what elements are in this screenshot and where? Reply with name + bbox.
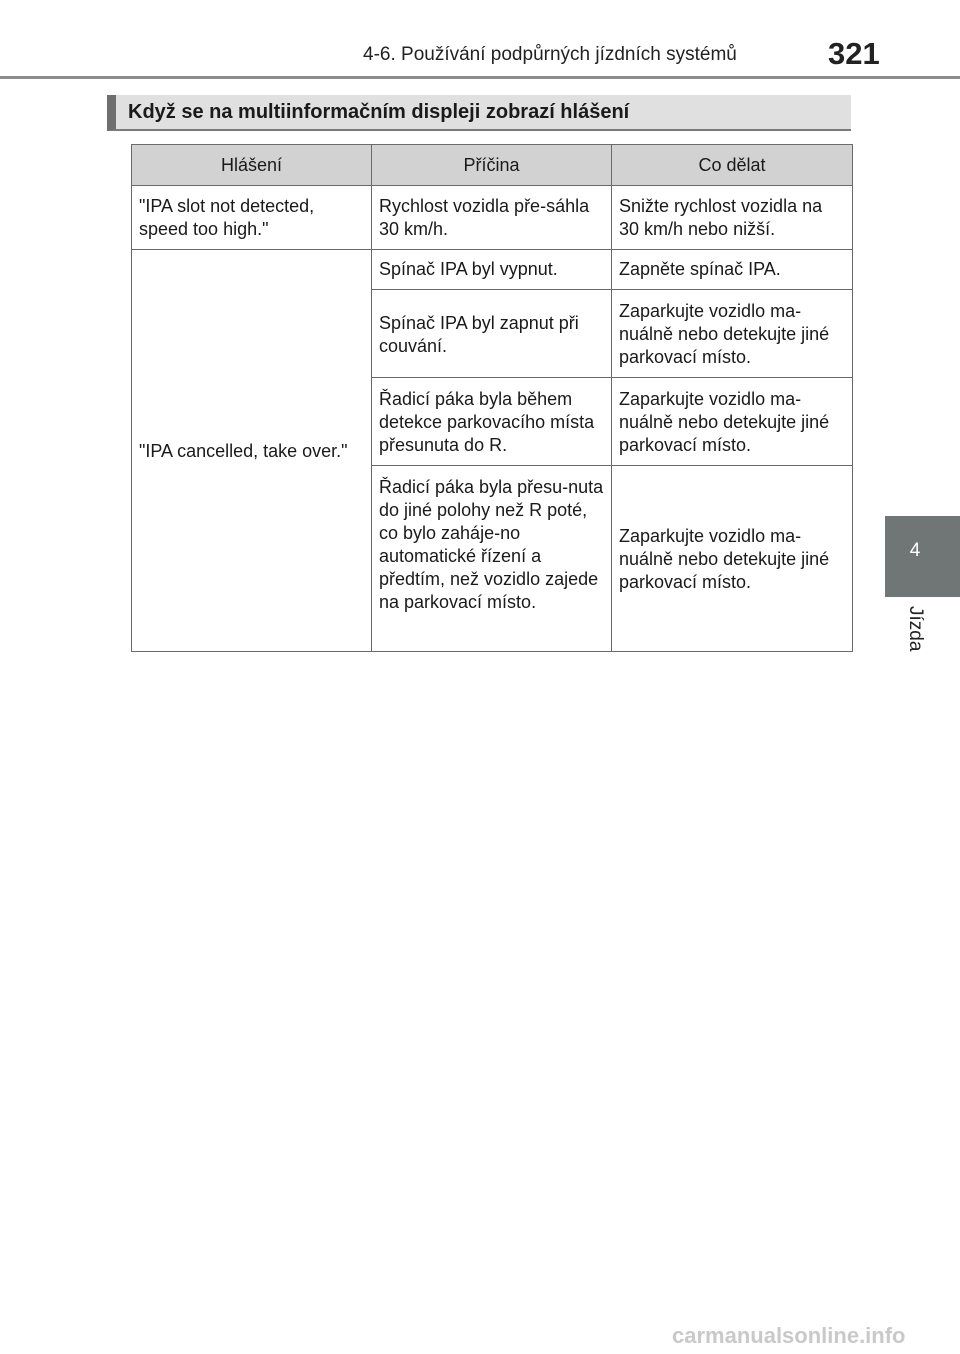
cause-cell (372, 250, 612, 290)
column-header-message: Hlášení (132, 145, 372, 186)
header-divider (0, 76, 960, 79)
action-cell (612, 466, 853, 652)
section-heading (107, 95, 851, 131)
table-header-row (132, 145, 853, 186)
cause-text: Řadicí páka byla přesu-nuta do jiné polohy než R poté, co bylo zaháje-no automatické řízení a předtím, než vozidlo zajede na parkovací místo. (379, 477, 604, 612)
section-heading-text: Když se na multiinformačním displeji zobrazí hlášení (128, 101, 630, 123)
column-header-cause: Příčina (372, 145, 612, 186)
action-text: Zaparkujte vozidlo ma-nuálně nebo detekujte jiné parkovací místo. (619, 389, 830, 455)
chapter-tab (885, 516, 960, 597)
action-text: Zaparkujte vozidlo ma-nuálně nebo detekujte jiné parkovací místo. (619, 301, 830, 367)
cause-cell (372, 186, 612, 250)
table-row (132, 186, 853, 250)
action-cell (612, 378, 853, 466)
action-text: Snižte rychlost vozidla na 30 km/h nebo nižší. (619, 196, 823, 239)
cause-cell (372, 378, 612, 466)
running-header-section-title: 4-6. Používání podpůrných jízdních systémů (363, 44, 737, 65)
cause-text: Spínač IPA byl vypnut. (379, 259, 558, 279)
message-cell (132, 250, 372, 652)
cause-cell (372, 290, 612, 378)
cause-text: Spínač IPA byl zapnut při couvání. (379, 312, 579, 356)
action-text: Zaparkujte vozidlo ma-nuálně nebo detekujte jiné parkovací místo. (619, 526, 830, 592)
action-cell (612, 250, 853, 290)
chapter-number: 4 (909, 540, 921, 561)
cause-cell (372, 466, 612, 652)
table-row (132, 250, 853, 290)
chapter-label: Jízda (905, 606, 926, 652)
action-text: Zapněte spínač IPA. (619, 259, 781, 279)
message-cell (132, 186, 372, 250)
message-text: "IPA cancelled, take over." (139, 441, 348, 461)
cause-text: Řadicí páka byla během detekce parkovacího místa přesunuta do R. (379, 389, 595, 455)
action-cell (612, 186, 853, 250)
message-text: "IPA slot not detected, speed too high." (139, 196, 315, 239)
action-cell (612, 290, 853, 378)
messages-table (131, 144, 853, 652)
column-header-action: Co dělat (612, 145, 853, 186)
watermark: carmanualsonline.info (672, 1323, 906, 1348)
cause-text: Rychlost vozidla pře-sáhla 30 km/h. (379, 196, 590, 239)
page-number: 321 (828, 36, 880, 71)
